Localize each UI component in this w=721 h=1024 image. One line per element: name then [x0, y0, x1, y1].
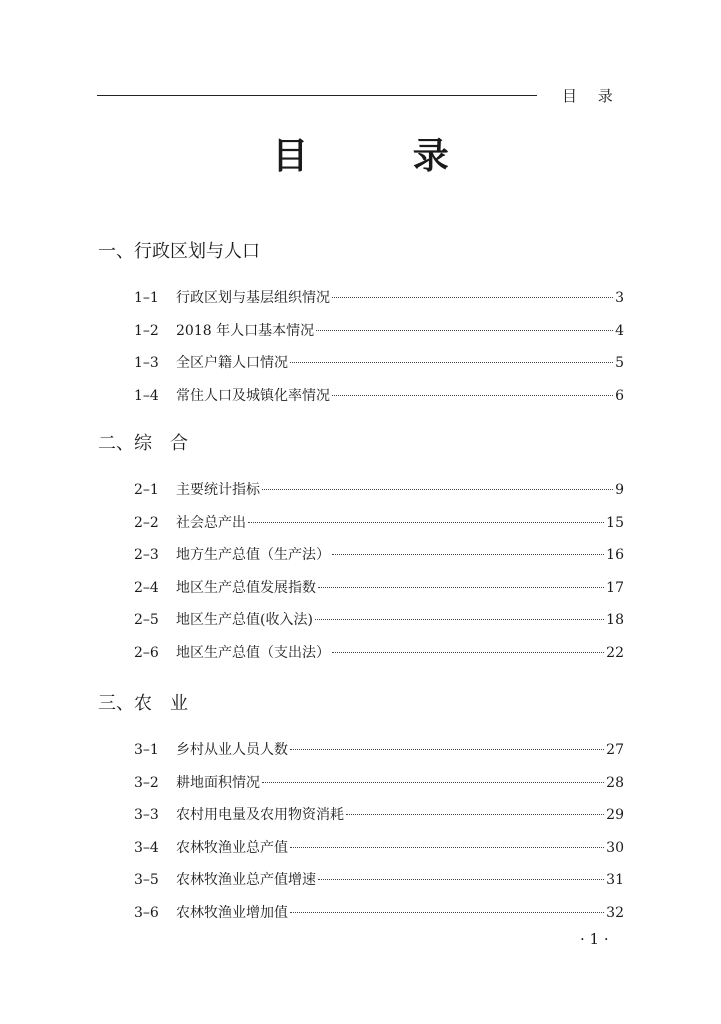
dot-leader [332, 297, 613, 298]
entry-page-number: 22 [606, 644, 624, 661]
entry-page-number: 27 [606, 742, 624, 758]
toc-entry[interactable] [98, 608, 638, 641]
entry-title: 社会总产出 [176, 514, 246, 531]
dot-leader [332, 652, 604, 653]
dot-leader [262, 489, 613, 490]
entry-title: 主要统计指标 [176, 482, 260, 498]
toc-section [98, 430, 638, 673]
entry-number: 2–2 [134, 514, 159, 531]
toc-entry-list [98, 738, 638, 933]
toc-entry[interactable] [98, 836, 638, 869]
entry-number: 1–4 [134, 387, 159, 404]
dot-leader [315, 619, 604, 620]
toc-entry[interactable] [98, 803, 638, 836]
entry-title: 常住人口及城镇化率情况 [176, 387, 330, 404]
toc-entry[interactable] [98, 641, 638, 674]
entry-number: 1–1 [134, 290, 159, 306]
entry-page-number: 4 [615, 322, 624, 339]
entry-page-number: 28 [606, 774, 624, 791]
section-heading: 一、行政区划与人口 [98, 241, 260, 262]
toc-entry-list [98, 478, 638, 673]
toc-section [98, 238, 638, 416]
entry-number: 2–6 [134, 644, 159, 661]
section-heading: 二、综 合 [98, 433, 188, 454]
dot-leader [248, 522, 604, 523]
entry-page-number: 16 [606, 547, 624, 563]
header-rule [97, 95, 537, 96]
dot-leader [346, 814, 604, 815]
toc-entry[interactable] [98, 771, 638, 804]
entry-page-number: 3 [615, 290, 624, 306]
entry-title: 地方生产总值（生产法） [176, 547, 330, 563]
toc-entry[interactable] [98, 576, 638, 609]
entry-title: 行政区划与基层组织情况 [176, 290, 330, 306]
dot-leader [332, 554, 604, 555]
toc-entry[interactable] [98, 511, 638, 544]
entry-title: 农林牧渔业增加值 [176, 904, 288, 921]
entry-title: 农林牧渔业总产值增速 [176, 872, 316, 888]
entry-number: 1–2 [134, 322, 159, 339]
entry-title: 地区生产总值发展指数 [176, 579, 316, 596]
entry-number: 1–3 [134, 355, 159, 371]
entry-number: 2–1 [134, 482, 159, 498]
entry-title: 地区生产总值(收入法) [176, 612, 313, 628]
dot-leader [290, 847, 604, 848]
entry-number: 2–5 [134, 612, 159, 628]
entry-title: 农林牧渔业总产值 [176, 839, 288, 856]
entry-title: 2018 年人口基本情况 [176, 322, 315, 339]
page-title: 目 录 [272, 135, 495, 177]
entry-number: 2–4 [134, 579, 159, 596]
entry-number: 3–5 [134, 872, 159, 888]
entry-title: 农村用电量及农用物资消耗 [176, 807, 344, 823]
toc-entry[interactable] [98, 543, 638, 576]
toc-entry[interactable] [98, 319, 638, 352]
page-number: · 1 · [580, 930, 609, 948]
section-heading: 三、农 业 [98, 693, 188, 714]
dot-leader [318, 879, 604, 880]
entry-page-number: 30 [606, 839, 624, 856]
entry-number: 3–6 [134, 904, 159, 921]
entry-page-number: 9 [615, 482, 624, 498]
entry-number: 3–4 [134, 839, 159, 856]
toc-section [98, 690, 638, 933]
toc-entry[interactable] [98, 901, 638, 934]
entry-number: 3–1 [134, 742, 159, 758]
entry-page-number: 17 [606, 579, 624, 596]
entry-title: 乡村从业人员人数 [176, 742, 288, 758]
entry-page-number: 31 [606, 872, 624, 888]
entry-title: 地区生产总值（支出法） [176, 644, 330, 661]
entry-page-number: 15 [606, 514, 624, 531]
dot-leader [262, 782, 604, 783]
toc-entry[interactable] [98, 478, 638, 511]
dot-leader [332, 395, 613, 396]
entry-page-number: 29 [606, 807, 624, 823]
toc-entry[interactable] [98, 384, 638, 417]
entry-page-number: 18 [606, 612, 624, 628]
dot-leader [316, 330, 613, 331]
toc-entry[interactable] [98, 286, 638, 319]
dot-leader [290, 749, 604, 750]
running-header: 目 录 [562, 87, 621, 105]
entry-page-number: 5 [615, 355, 624, 371]
toc-entry[interactable] [98, 351, 638, 384]
dot-leader [318, 587, 604, 588]
entry-number: 2–3 [134, 547, 159, 563]
entry-title: 耕地面积情况 [176, 774, 260, 791]
entry-number: 3–2 [134, 774, 159, 791]
entry-title: 全区户籍人口情况 [176, 355, 288, 371]
toc-entry[interactable] [98, 868, 638, 901]
toc-entry[interactable] [98, 738, 638, 771]
dot-leader [290, 912, 604, 913]
entry-page-number: 32 [606, 904, 624, 921]
entry-page-number: 6 [615, 387, 624, 404]
toc-entry-list [98, 286, 638, 416]
entry-number: 3–3 [134, 807, 159, 823]
dot-leader [290, 362, 613, 363]
